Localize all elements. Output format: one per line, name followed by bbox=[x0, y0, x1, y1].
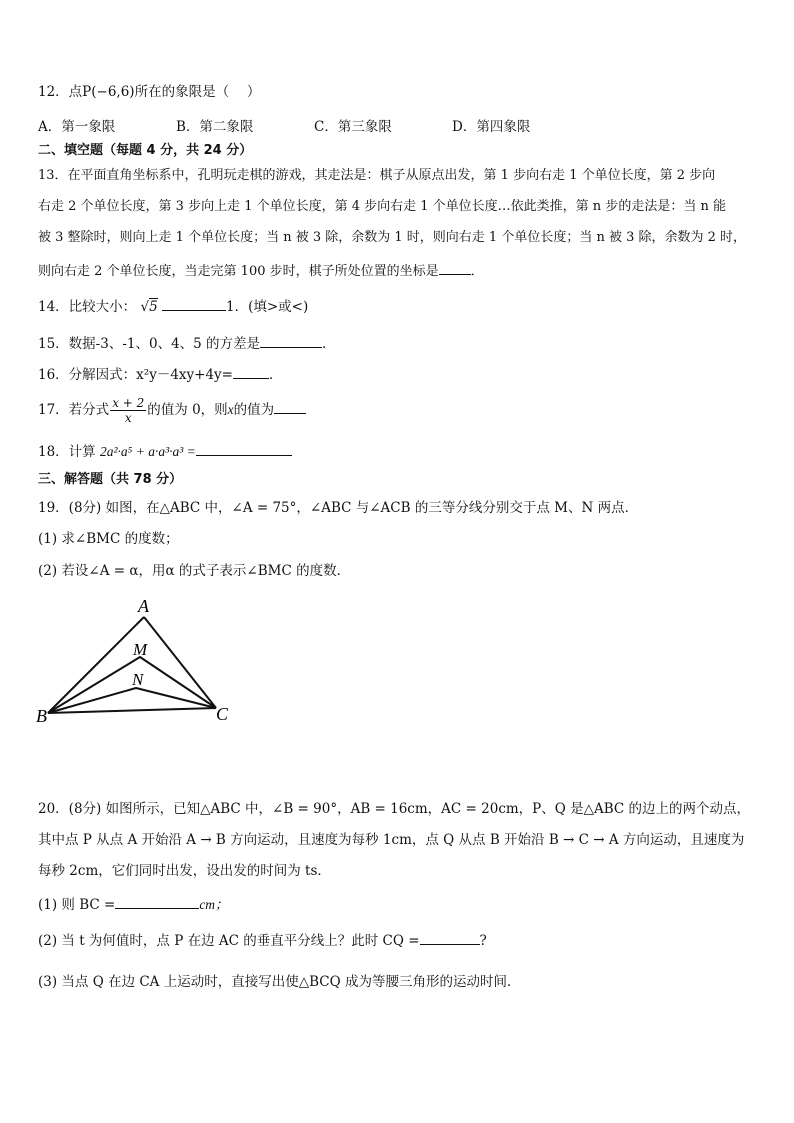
section-3-title: 三、解答题（共 78 分） bbox=[38, 472, 183, 487]
q12-stem: 12．点P(−6,6)所在的象限是（ ） bbox=[38, 84, 261, 100]
q16-end: ． bbox=[269, 367, 283, 383]
q12-option-d: D．第四象限 bbox=[452, 119, 531, 135]
q15-end: ． bbox=[322, 336, 336, 352]
q16-answer-blank[interactable] bbox=[233, 364, 269, 379]
q13-line-4 bbox=[38, 260, 484, 281]
q15-text: 15．数据-3、-1、0、4、5 的方差是 bbox=[38, 336, 261, 352]
q14-answer-blank[interactable] bbox=[162, 296, 226, 311]
q18-answer-blank[interactable] bbox=[196, 441, 292, 456]
q16 bbox=[38, 364, 283, 384]
q20-part-1-prefix: (1) 则 BC = bbox=[38, 897, 116, 913]
q18-prefix: 18．计算 bbox=[38, 444, 96, 460]
q14-sqrt: √5 bbox=[140, 299, 158, 315]
q20-line-3: 每秒 2cm，它们同时出发，设出发的时间为 ts． bbox=[38, 863, 331, 879]
triangle-side-bc bbox=[48, 708, 216, 713]
q17-fraction bbox=[110, 396, 146, 425]
q14 bbox=[38, 296, 308, 316]
q14-suffix: 1．(填>或<) bbox=[225, 299, 309, 315]
vertex-label-a: A bbox=[138, 596, 149, 616]
q13-line-4-text: 则向右走 2 个单位长度，当走完第 100 步时，棋子所处位置的坐标是 bbox=[38, 264, 439, 279]
q17-var: x bbox=[227, 402, 234, 417]
q13-line-3: 被 3 整除时，则向上走 1 个单位长度；当 n 被 3 除，余数为 1 时，则向右走 1 个单位长度；当 n 被 3 除，余数为 2 时， bbox=[38, 230, 747, 245]
q13-answer-blank[interactable] bbox=[439, 260, 471, 275]
q20-part-2-blank[interactable] bbox=[420, 930, 480, 945]
q18-expression: 2a²·a⁵ + a·a³·a³ = bbox=[99, 444, 196, 459]
q20-part-3: (3) 当点 Q 在边 CA 上运动时，直接写出使△BCQ 成为等腰三角形的运动时间． bbox=[38, 974, 521, 990]
q20-part-1 bbox=[38, 894, 229, 914]
q15-answer-blank[interactable] bbox=[260, 333, 322, 348]
q20-line-1: 20．(8分) 如图所示，已知△ABC 中，∠B = 90°，AB = 16cm，AC = 20cm，P、Q 是△ABC 的边上的两个动点， bbox=[38, 801, 751, 817]
q17 bbox=[38, 392, 306, 428]
q20-line-2: 其中点 P 从点 A 开始沿 A → B 方向运动，且速度为每秒 1cm，点 Q 从点 B 开始沿 B → C → A 方向运动，且速度为 bbox=[38, 832, 745, 848]
q12-option-b: B．第二象限 bbox=[176, 119, 254, 135]
q13-end: ． bbox=[470, 264, 484, 279]
q17-answer-blank[interactable] bbox=[274, 399, 306, 414]
q12-option-c: C．第三象限 bbox=[314, 119, 392, 135]
q13-line-1: 13．在平面直角坐标系中，孔明玩走棋的游戏，其走法是：棋子从原点出发，第 1 步向右走 1 个单位长度，第 2 步向 bbox=[38, 168, 716, 183]
q17-mid: 的值为 0，则 bbox=[147, 402, 228, 418]
q20-part-1-suffix: cm； bbox=[199, 897, 229, 912]
q17-suffix: 的值为 bbox=[233, 402, 275, 418]
vertex-label-n: N bbox=[132, 670, 144, 689]
q20-part-1-blank[interactable] bbox=[115, 894, 199, 909]
q13-line-2: 右走 2 个单位长度，第 3 步向上走 1 个单位长度，第 4 步向右走 1 个单位长度…依此类推，第 n 步的走法是：当 n 能 bbox=[38, 199, 726, 214]
q20-part-2 bbox=[38, 930, 487, 950]
q18 bbox=[38, 441, 292, 461]
q20-part-2-suffix: ? bbox=[479, 933, 487, 949]
q12-option-a: A．第一象限 bbox=[38, 119, 116, 135]
section-2-title: 二、填空题（每题 4 分，共 24 分） bbox=[38, 143, 253, 158]
triangle-side-ac bbox=[144, 617, 216, 708]
q20-part-2-prefix: (2) 当 t 为何值时，点 P 在边 AC 的垂直平分线上？此时 CQ = bbox=[38, 933, 420, 949]
q19-triangle-figure bbox=[30, 590, 250, 730]
vertex-label-c: C bbox=[216, 704, 229, 724]
q17-prefix: 17．若分式 bbox=[38, 402, 110, 418]
q17-denominator: x bbox=[124, 411, 132, 425]
q15 bbox=[38, 333, 336, 353]
vertex-label-m: M bbox=[133, 640, 148, 659]
q19-part-2: (2) 若设∠A = α，用α 的式子表示∠BMC 的度数． bbox=[38, 563, 351, 579]
vertex-label-b: B bbox=[36, 706, 47, 726]
q17-numerator: x + 2 bbox=[112, 396, 145, 410]
q16-text: 16．分解因式：x²y－4xy+4y= bbox=[38, 367, 233, 383]
q19-part-1: (1) 求∠BMC 的度数； bbox=[38, 531, 179, 547]
q14-radicand: 5 bbox=[149, 299, 158, 315]
q14-prefix: 14．比较大小： bbox=[38, 299, 137, 315]
q19-stem: 19．(8分) 如图，在△ABC 中，∠A = 75°，∠ABC 与∠ACB 的三等分线分别交于点 M、N 两点． bbox=[38, 500, 639, 516]
